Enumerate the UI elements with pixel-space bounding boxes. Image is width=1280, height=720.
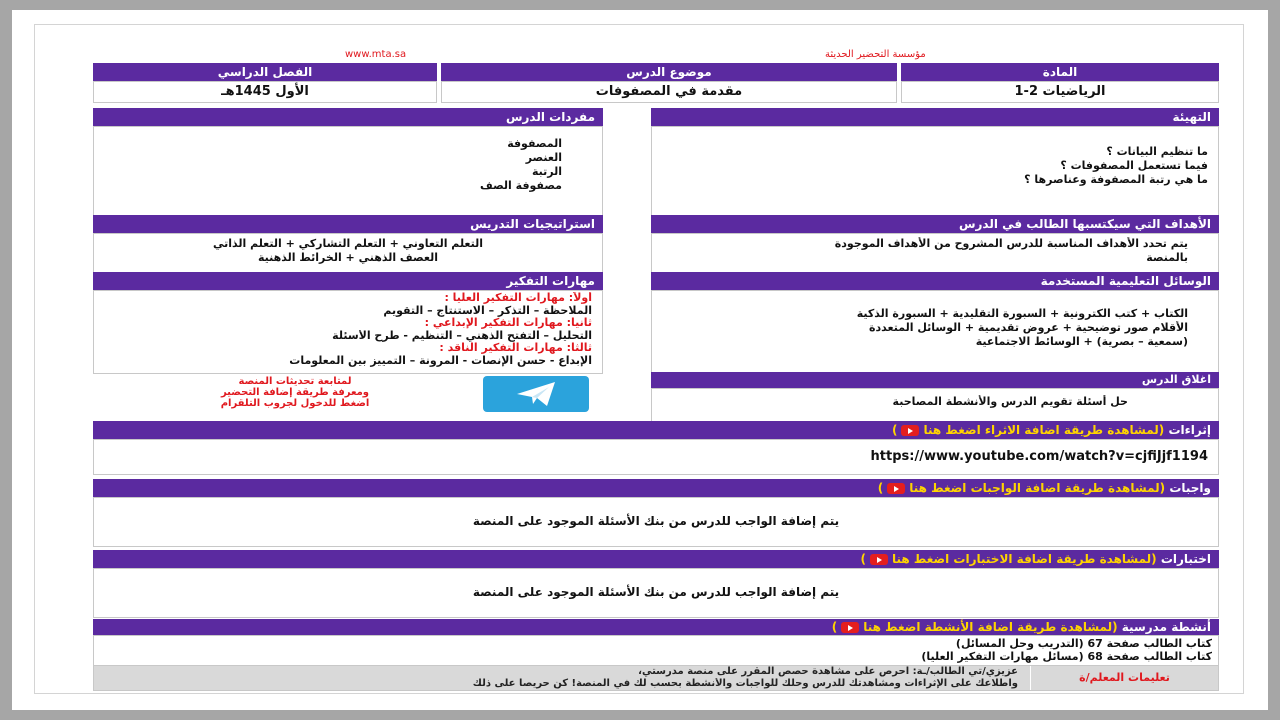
warmup-line: فيما تستعمل المصفوفات ؟ — [1060, 159, 1208, 172]
tests-title: اختبارات — [1160, 552, 1211, 566]
vocab-title: مفردات الدرس — [93, 108, 603, 126]
activities-title: أنشطة مدرسية — [1121, 620, 1211, 634]
thinking-title: مهارات التفكير — [93, 272, 603, 290]
strategies-line: التعلم التعاوني + التعلم التشاركي + التعلم الذاتي — [212, 237, 484, 250]
youtube-icon[interactable] — [887, 483, 905, 494]
org-name: مؤسسة التحضير الحديثة — [825, 49, 926, 60]
enrichment-body — [93, 439, 1219, 475]
strategies-line: العصف الذهني + الخرائط الذهنية — [258, 251, 438, 264]
vocab-body — [93, 126, 603, 224]
semester-value: الأول 1445هـ — [93, 81, 437, 103]
strategies-section — [93, 215, 603, 267]
tests-header — [93, 550, 1219, 568]
page-frame — [12, 10, 1268, 710]
thinking-heading: أولاً: مهارات التفكير العليا : — [444, 292, 592, 304]
warmup-line: ما هي رتبة المصفوفة وعناصرها ؟ — [1024, 173, 1208, 186]
closing-text: حل أسئلة تقويم الدرس والأنشطة المصاحبة — [892, 395, 1128, 408]
telegram-line: ومعرفة طريقة إضافة التحضير — [220, 387, 370, 398]
youtube-icon[interactable] — [901, 425, 919, 436]
youtube-icon[interactable] — [841, 622, 859, 633]
tools-section — [651, 272, 1219, 367]
thinking-line: الملاحظة – التذكر – الاستنتاج – التقويم — [383, 304, 592, 317]
instructions-body — [100, 666, 1018, 690]
enrichment-link[interactable]: (لمشاهدة طريقة اضافة الاثراء اضغط هنا — [923, 423, 1165, 437]
homework-header — [93, 479, 1219, 497]
activities-line: كتاب الطالب صفحة 68 (مسائل مهارات التفكير العليا) — [921, 650, 1212, 663]
activities-body — [93, 635, 1219, 667]
enrichment-section — [93, 421, 1219, 473]
enrichment-title: إثراءات — [1168, 423, 1211, 437]
objectives-line: يتم تحدد الأهداف المناسبة للدرس المشروح من الأهداف الموجودة — [834, 237, 1188, 250]
strategies-body — [93, 233, 603, 276]
telegram-line: اضغط للدخول لجروب التلقرام — [220, 398, 370, 409]
tools-line: الأقلام صور توضيحية + عروض تقديمية + الوسائل المتعددة — [869, 321, 1188, 334]
topic-cell — [441, 63, 897, 101]
topic-label: موضوع الدرس — [441, 63, 897, 81]
tests-link-close: ) — [860, 552, 866, 566]
tools-title: الوسائل التعليمية المستخدمة — [651, 272, 1219, 290]
homework-body — [93, 497, 1219, 547]
enrichment-link-close: ) — [891, 423, 898, 437]
vocab-line: مصفوفة الصف — [479, 179, 562, 192]
subject-label: المادة — [901, 63, 1219, 81]
thinking-line: الإبداع - حسن الإنصات - المرونة – التمييز بين المعلومات — [289, 354, 592, 367]
activities-link-close: ) — [831, 620, 838, 634]
youtube-icon[interactable] — [870, 554, 888, 565]
subject-cell — [901, 63, 1219, 101]
homework-text: يتم إضافة الواجب للدرس من بنك الأسئلة الموجود على المنصة — [472, 514, 840, 528]
telegram-caption[interactable] — [175, 376, 415, 409]
objectives-body — [651, 233, 1219, 276]
site-url[interactable]: www.mta.sa — [345, 49, 407, 60]
activities-section — [93, 619, 1219, 663]
instructions-label: تعليمات المعلم/ة — [1030, 666, 1218, 690]
enrichment-header — [93, 421, 1219, 439]
closing-section — [651, 372, 1219, 416]
warmup-title: التهيئة — [651, 108, 1219, 126]
activities-link[interactable]: (لمشاهدة طريقة اضافة الأنشطة اضغط هنا — [863, 620, 1118, 634]
instructions-section — [93, 665, 1219, 691]
vocab-section — [93, 108, 603, 208]
vocab-line: العنصر — [525, 151, 562, 164]
closing-title: اغلاق الدرس — [651, 372, 1219, 388]
strategies-title: استراتيجيات التدريس — [93, 215, 603, 233]
telegram-icon — [483, 376, 589, 412]
thinking-heading: ثالثاً: مهارات التفكير الناقد : — [439, 342, 592, 354]
thinking-line: التحليل – التفتح الذهني – التنظيم - طرح الأسئلة — [332, 329, 592, 342]
enrichment-url[interactable]: https://www.youtube.com/watch?v=cjfiJjf1194 — [870, 449, 1208, 464]
instructions-line: واطلاعك على الإثراءات ومشاهدتك للدرس وحلك للواجبات والأنشطة بحسب لك في المنصة! كن حريصا على ذلك — [472, 678, 1018, 689]
thinking-heading: ثانياً: مهارات التفكير الإبداعي : — [424, 317, 592, 329]
telegram-line: لمتابعة تحديثات المنصة — [238, 376, 352, 387]
warmup-section — [651, 108, 1219, 208]
homework-link[interactable]: (لمشاهدة طريقة اضافة الواجبات اضغط هنا — [909, 481, 1166, 495]
telegram-button[interactable] — [483, 376, 589, 412]
objectives-line: بالمنصة — [1146, 251, 1188, 264]
semester-cell — [93, 63, 437, 101]
subject-value: الرياضيات 2-1 — [901, 81, 1219, 103]
tests-text: يتم إضافة الواجب للدرس من بنك الأسئلة الموجود على المنصة — [472, 585, 840, 599]
homework-link-close: ) — [877, 481, 884, 495]
tests-body — [93, 568, 1219, 618]
semester-label: الفصل الدراسي — [93, 63, 437, 81]
vocab-line: المصفوفة — [507, 137, 562, 150]
warmup-line: ما تنظيم البيانات ؟ — [1106, 145, 1208, 158]
topic-value: مقدمة في المصفوفات — [441, 81, 897, 103]
tests-link[interactable]: (لمشاهدة طريقة اضافة الاختبارات اضغط هنا — [892, 552, 1157, 566]
homework-title: واجبات — [1169, 481, 1211, 495]
activities-header — [93, 619, 1219, 635]
tools-line: (سمعية – بصرية) + الوسائط الاجتماعية — [975, 335, 1188, 348]
tests-section — [93, 550, 1219, 616]
homework-section — [93, 479, 1219, 545]
lesson-plan-sheet — [34, 24, 1244, 694]
instructions-line: عزيزي/تي الطالب/ـة: احرص على مشاهدة حصص المقرر على منصة مدرستي، — [638, 666, 1018, 677]
tools-line: الكتاب + كتب الكترونية + السبورة التقليدية + السبورة الذكية — [856, 307, 1188, 320]
objectives-section — [651, 215, 1219, 267]
objectives-title: الأهداف التي سيكتسبها الطالب في الدرس — [651, 215, 1219, 233]
thinking-body — [93, 290, 603, 374]
vocab-line: الرتبة — [531, 165, 562, 178]
thinking-section — [93, 272, 603, 367]
activities-line: كتاب الطالب صفحة 67 (التدريب وحل المسائل) — [955, 637, 1212, 650]
